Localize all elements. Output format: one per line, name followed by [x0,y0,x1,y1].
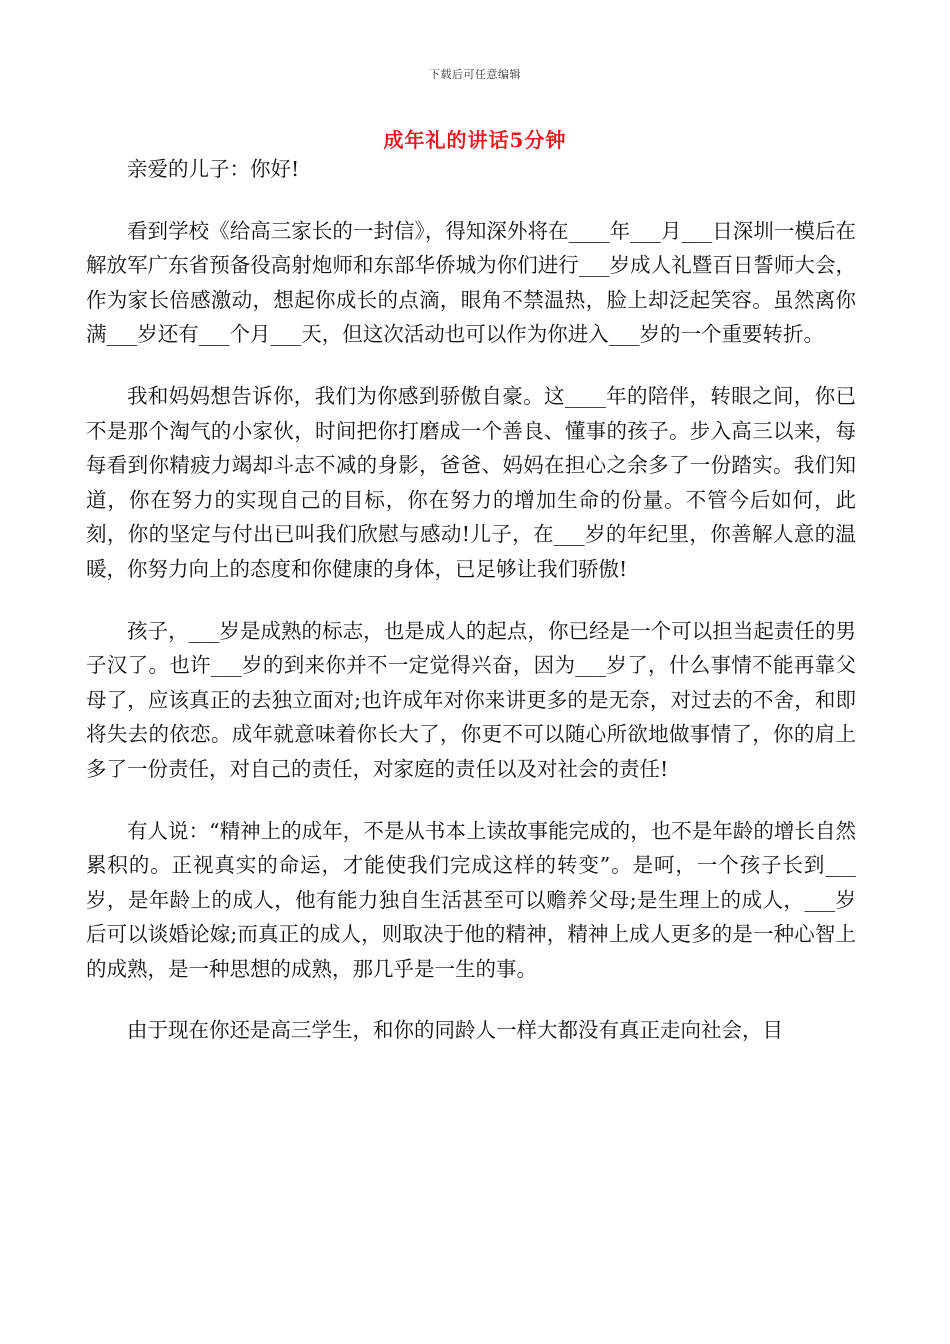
header-note: 下载后可任意编辑 [429,68,521,81]
paragraph-2: 我和妈妈想告诉你，我们为你感到骄傲自豪。这____年的陪伴，转眼之间，你已不是那个淘气的小家伙，时间把你打磨成一个善良、懂事的孩子。步入高三以来，每每看到你精疲力竭却斗志不减的身影，爸爸、妈妈在担心之余多了一份踏实。我们知道，你在努力的实现自己的目标，你在努力的增加生命的份量。不管今后如何，此刻，你的坚定与付出已叫我们欣慰与感动!儿子，在___岁的年纪里，你善解人意的温暖，你努力向上的态度和你健康的身体，已足够让我们骄傲! [86,383,856,581]
document-title: 成年礼的讲话5分钟 [383,128,567,152]
paragraph-5: 由于现在你还是高三学生，和你的同龄人一样大都没有真正走向社会，目 [127,1018,783,1043]
paragraph-3: 孩子，___岁是成熟的标志，也是成人的起点，你已经是一个可以担当起责任的男子汉了。也许___岁的到来你并不一定觉得兴奋，因为___岁了，什么事情不能再靠父母了，应该真正的去独立面对;也许成年对你来讲更多的是无奈，对过去的不舍，和即将失去的依恋。成年就意味着你长大了，你更不可以随心所欲地做事情了，你的肩上多了一份责任，对自己的责任，对家庭的责任以及对社会的责任! [86,618,856,781]
paragraph-4: 有人说：“精神上的成年，不是从书本上读故事能完成的，也不是年龄的增长自然累积的。正视真实的命运，才能使我们完成这样的转变”。是呵，一个孩子长到___岁，是年龄上的成人，他有能力独自生活甚至可以赡养父母;是生理上的成人，___岁后可以谈婚论嫁;而真正的成人，则取决于他的精神，精神上成人更多的是一种心智上的成熟，是一种思想的成熟，那几乎是一生的事。 [86,818,856,981]
document-body [86,152,856,1048]
paragraph-1: 看到学校《给高三家长的一封信》，得知深外将在____年___月___日深圳一模后在解放军广东省预备役高射炮师和东部华侨城为你们进行___岁成人礼暨百日誓师大会，作为家长倍感激动，想起你成长的点滴，眼角不禁温热，脸上却泛起笑容。虽然离你满___岁还有___个月___天，但这次活动也可以作为你进入___岁的一个重要转折。 [86,218,856,347]
salutation: 亲爱的儿子：你好! [127,157,300,181]
